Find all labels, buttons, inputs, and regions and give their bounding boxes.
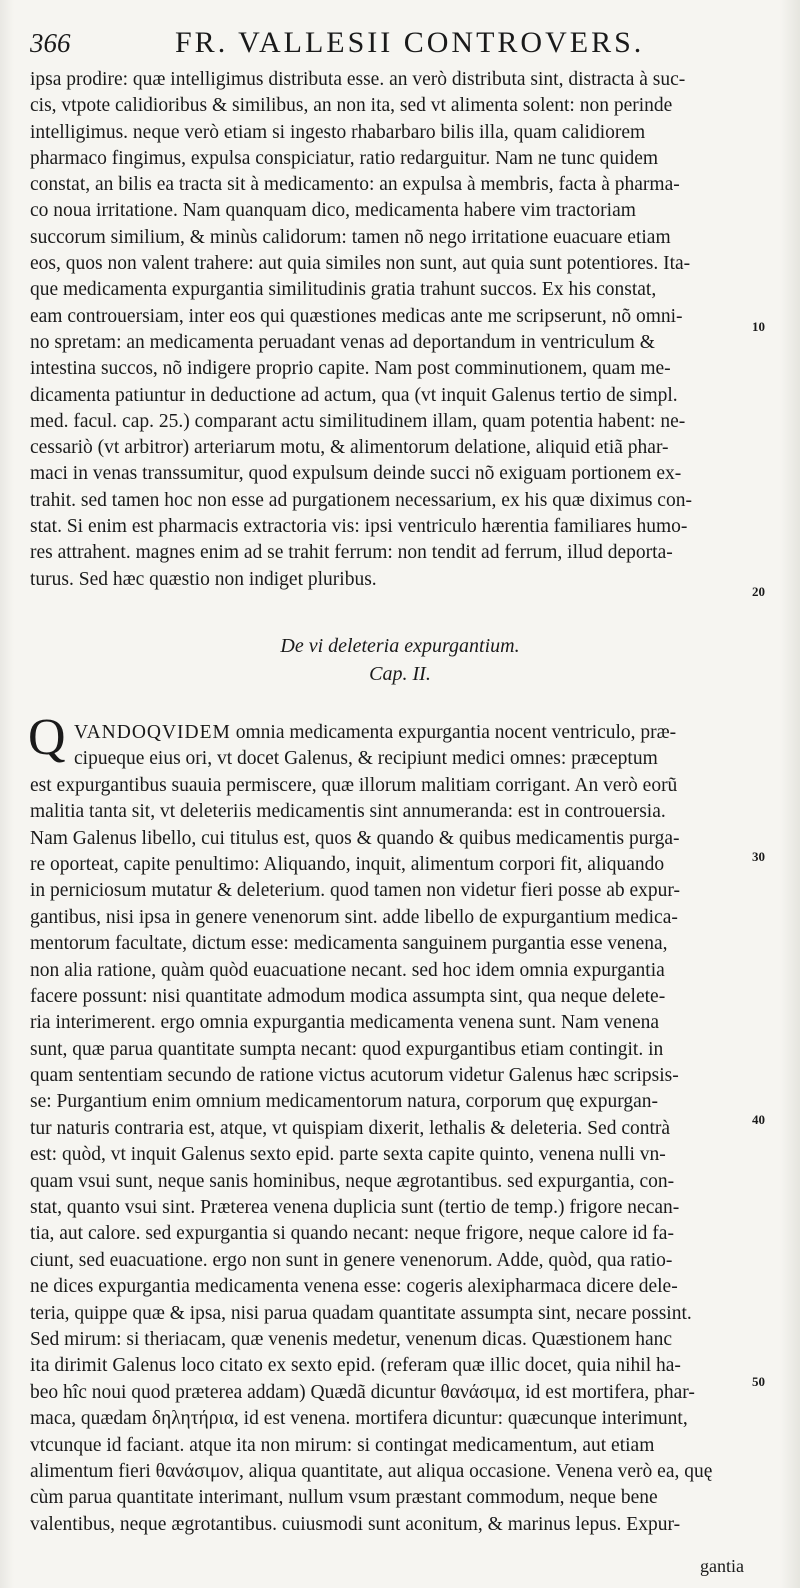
margin-line-number: 40 — [752, 1112, 765, 1127]
text-line: beo hîc noui quod præterea addam) Quædã dicuntur θανάσιμα, id est mortifera, phar- — [30, 1381, 695, 1403]
text-line: ne dices expurgantia medicamenta venena esse: cogeris alexipharmaca dicere dele- — [30, 1276, 678, 1298]
text-line: co noua irritatione. Nam quanquam dico, medicamenta habere vim tractoriam — [30, 200, 636, 222]
text-block-previous-chapter — [30, 67, 746, 593]
text-line: ciunt, sed euacuatione. ergo non sunt in genere venenorum. Adde, quòd, qua ratio- — [30, 1249, 673, 1271]
text-line: mentorum facultate, dictum esse: medicamenta sanguinem purgantia esse venena, — [30, 933, 668, 955]
text-line: Nam Galenus libello, cui titulus est, quos & quando & quibus medicamentis purga- — [30, 827, 680, 849]
text-line: intestina succos, nõ indigere proprio capite. Nam post comminutionem, quam me- — [30, 358, 671, 380]
text-line: vtcunque id faciant. atque ita non mirum: si contingat medicamentum, aut etiam — [30, 1434, 655, 1456]
text-line: in perniciosum mutatur & deleterium. quod tamen non videtur fieri posse ab expur- — [30, 880, 680, 902]
text-line: med. facul. cap. 25.) comparant actu similitudinem illam, quam potentia habent: ne- — [30, 410, 686, 432]
text-block-chapter-2 — [30, 720, 746, 1538]
text-line: teria, quippe quæ & ipsa, nisi parua quadam quantitate assumpta sint, necare possint. — [30, 1302, 692, 1324]
text-line: ita dirimit Galenus loco citato ex sexto epid. (referam quæ illic docet, quia nihil ha- — [30, 1355, 681, 1377]
text-line: cessariò (vt arbitror) arteriarum motu, & alimentorum delatione, aliquid etiã phar- — [30, 437, 669, 459]
text-line: gantibus, nisi ipsa in genere venenorum sint. adde libello de expurgantium medica- — [30, 906, 678, 928]
text-line: alimentum fieri θανάσιμον, aliqua quantitate, aut aliqua occasione. Venena verò ea, quę — [30, 1460, 713, 1482]
text-line: res attrahent. magnes enim ad se trahit ferrum: non tendit ad ferrum, illud deporta- — [30, 542, 673, 564]
margin-line-number: 50 — [752, 1374, 765, 1389]
chapter-title: De vi deleteria expurgantium. — [280, 635, 520, 657]
page-header — [30, 22, 760, 64]
text-line: succorum similium, & minùs calidorum: tamen nõ nego irritatione euacuare etiam — [30, 226, 671, 248]
text-line: pharmaco fingimus, expulsa conspiciatur, ratio redarguitur. Nam ne tunc quidem — [30, 147, 659, 169]
text-line: quam sententiam secundo de ratione victus acutorum videtur Galenus hæc scripsis- — [30, 1065, 679, 1087]
text-line — [30, 720, 746, 746]
text-line: facere possunt: nisi quantitate admodum modica assumpta sint, qua neque delete- — [30, 985, 666, 1007]
chapter-number: Cap. II. — [369, 663, 431, 685]
text-line: malitia tanta sit, vt deleteriis medicamentis sint annumeranda: est in controuersia. — [30, 801, 666, 823]
page-number: 366 — [30, 28, 71, 58]
opening-word: VANDOQVIDEM — [74, 722, 231, 743]
text-line: non alia ratione, quàm quòd euacuatione necant. sed hoc idem omnia expurgantia — [30, 959, 665, 981]
text-line: tia, aut calore. sed expurgantia si quando necant: neque frigore, neque calore id fa- — [30, 1223, 674, 1245]
text-line: ipsa prodire: quæ intelligimus distributa esse. an verò distributa sint, distracta à suc- — [30, 69, 686, 90]
catchword: gantia — [700, 1556, 744, 1576]
text-line: turus. Sed hæc quæstio non indiget pluribus. — [30, 568, 377, 590]
margin-line-number: 30 — [752, 849, 765, 864]
text-line: est expurgantibus suauia permiscere, quæ illorum malitiam corrigant. An verò eorũ — [30, 774, 678, 796]
text-line: trahit. sed tamen hoc non esse ad purgationem necessarium, ex his quæ diximus con- — [30, 489, 692, 511]
text-line: valentibus, neque ægrotantibus. cuiusmodi sunt aconitum, & marinus lepus. Expur- — [30, 1513, 681, 1535]
text-line: tur naturis contraria est, atque, vt quispiam dixerit, lethalis & deleteria. Sed contrà — [30, 1117, 671, 1139]
margin-line-number: 10 — [752, 319, 765, 334]
running-title: FR. VALLESII CONTROVERS. — [175, 26, 645, 59]
text-line: cipueque eius ori, vt docet Galenus, & recipiunt medici omnes: præceptum — [74, 748, 658, 770]
drop-capital: Q — [28, 709, 66, 766]
text-line: cis, vtpote calidioribus & similibus, an non ita, sed vt alimenta solent: non perinde — [30, 95, 673, 117]
text-line: sunt, quæ parua quantitate sumpta necant: quod expurgantibus etiam contingit. in — [30, 1038, 664, 1060]
text-line: dicamenta patiuntur in deductione ad actum, qua (vt inquit Galenus tertio de simpl. — [30, 384, 678, 406]
text-line: constat, an bilis ea tracta sit à medicamento: an expulsa à membris, facta à pharma- — [30, 174, 680, 196]
text-line: maca, quædam δηλητήρια, id est venena. mortifera dicuntur: quæcunque interimunt, — [30, 1408, 688, 1430]
text-line: Sed mirum: si theriacam, quæ venenis medetur, venenum dicas. Quæstionem hanc — [30, 1328, 673, 1350]
text-line: se: Purgantium enim omnium medicamentorum natura, corporum quę expurgan- — [30, 1091, 659, 1113]
text-line: no spretam: an medicamenta peruadant venas ad deportandum in ventriculum & — [30, 331, 655, 353]
chapter-2-lines — [30, 746, 746, 1538]
text-line: est: quòd, vt inquit Galenus sexto epid. parte sexta capite quinto, venena nulli vn- — [30, 1144, 666, 1166]
opening-line-rest: omnia medicamenta expurgantia nocent ventriculo, præ- — [230, 722, 677, 743]
text-line: stat. Si enim est pharmacis extractoria vis: ipsi ventriculo hærentia familiares humo- — [30, 516, 688, 538]
text-line: ria interimerent. ergo omnia expurgantia medicamenta venena sunt. Nam venena — [30, 1012, 659, 1034]
text-line: stat, quanto vsui sint. Præterea venena duplicia sunt (tertio de temp.) frigore necan- — [30, 1197, 680, 1219]
text-line: cùm parua quantitate interimant, nullum vsum præstant commodum, neque bene — [30, 1487, 658, 1509]
text-line: eos, quos non valent trahere: aut quia similes non sunt, aut quia sunt potentiores. Ita- — [30, 253, 691, 275]
margin-line-number: 20 — [752, 584, 765, 599]
text-line: quam vsui sunt, neque sanis hominibus, neque ægrotantibus. sed expurgantia, con- — [30, 1170, 675, 1192]
text-line: eam controuersiam, inter eos qui quæstiones medicas ante me scripserunt, nõ omni- — [30, 305, 683, 327]
text-line: re oporteat, capite penultimo: Aliquando, inquit, alimentum corpori fit, aliquando — [30, 853, 665, 875]
text-line: maci in venas transsumitur, quod expulsum deinde succi nõ exiguam portionem ex- — [30, 463, 682, 485]
text-line: que medicamenta expurgantia similitudinis gratia trahunt succos. Ex his constat, — [30, 279, 657, 301]
text-line: intelligimus. neque verò etiam si ingesto rhabarbaro bilis illa, quam calidiorem — [30, 121, 646, 143]
